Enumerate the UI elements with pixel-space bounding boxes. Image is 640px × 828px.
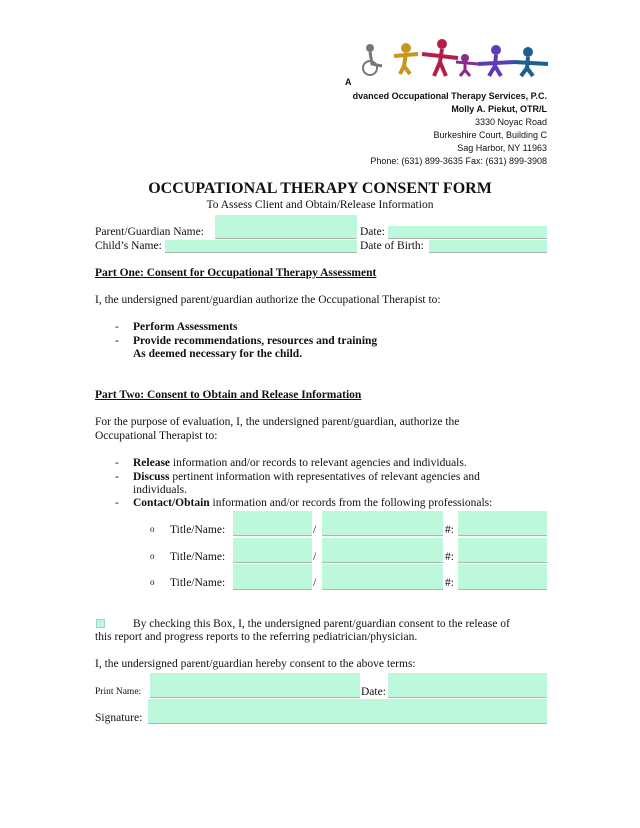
- bullet-contact-text: information and/or records from the following professionals:: [209, 497, 493, 509]
- bullet-contact: [133, 498, 492, 510]
- circle-bullet: o: [150, 577, 155, 587]
- owner-name: Molly A. Piekut, OTR/L: [451, 104, 547, 114]
- address-line-1: 3330 Noyac Road: [474, 117, 547, 127]
- logo-letter: A: [345, 77, 352, 87]
- dob-label: Date of Birth:: [360, 240, 424, 252]
- bullet-as-deemed: As deemed necessary for the child.: [133, 348, 303, 360]
- phone-fax: Phone: (631) 899-3635 Fax: (631) 899-3908: [370, 156, 547, 166]
- circle-bullet: o: [150, 551, 155, 561]
- professional-1-name-field[interactable]: [322, 511, 443, 536]
- signature-date-field[interactable]: [388, 673, 547, 698]
- title-name-label: Title/Name:: [170, 551, 226, 563]
- professional-3-name-field[interactable]: [322, 564, 443, 590]
- child-name-label: Child’s Name:: [95, 240, 162, 252]
- part-two-intro-2: Occupational Therapist to:: [95, 430, 218, 442]
- professional-3-title-field[interactable]: [233, 564, 312, 590]
- dash: -: [115, 321, 119, 333]
- separator: /: [313, 524, 317, 536]
- separator: /: [313, 551, 317, 563]
- bullet-perform-assessments: Perform Assessments: [133, 321, 238, 333]
- consent-release-checkbox[interactable]: [96, 619, 105, 628]
- family-logo-icon: [358, 38, 553, 78]
- title-name-label: Title/Name:: [170, 577, 226, 589]
- bullet-provide-recommendations: Provide recommendations, resources and training: [133, 335, 378, 347]
- date-field[interactable]: [388, 226, 547, 239]
- form-subtitle: To Assess Client and Obtain/Release Information: [206, 199, 434, 211]
- company-name: dvanced Occupational Therapy Services, P.C.: [352, 91, 547, 101]
- checkbox-text-2: this report and progress reports to the referring pediatrician/physician.: [95, 631, 418, 643]
- part-two-intro-1: For the purpose of evaluation, I, the undersigned parent/guardian, authorize the: [95, 416, 460, 428]
- bullet-contact-bold: Contact/Obtain: [133, 497, 210, 509]
- professional-3-number-field[interactable]: [458, 564, 547, 590]
- form-title: OCCUPATIONAL THERAPY CONSENT FORM: [148, 180, 492, 197]
- signature-label: Signature:: [95, 712, 143, 724]
- dash: -: [115, 457, 119, 469]
- part-two-heading: Part Two: Consent to Obtain and Release Information: [95, 389, 362, 401]
- bullet-discuss-cont: individuals.: [133, 484, 187, 496]
- title-name-label: Title/Name:: [170, 524, 226, 536]
- signature-field[interactable]: [148, 699, 547, 724]
- address-line-3: Sag Harbor, NY 11963: [457, 143, 547, 153]
- parent-name-field[interactable]: [215, 215, 357, 239]
- consent-statement: I, the undersigned parent/guardian hereby consent to the above terms:: [95, 658, 416, 670]
- child-name-field[interactable]: [165, 240, 357, 253]
- checkbox-text-1: By checking this Box, I, the undersigned parent/guardian consent to the release of: [133, 618, 510, 630]
- dash: -: [115, 471, 119, 483]
- bullet-discuss-bold: Discuss: [133, 471, 170, 483]
- professional-1-title-field[interactable]: [233, 511, 312, 536]
- address-line-2: Burkeshire Court, Building C: [433, 130, 547, 140]
- dash: -: [115, 497, 119, 509]
- professional-2-title-field[interactable]: [233, 538, 312, 563]
- number-label: #:: [445, 551, 454, 563]
- bullet-discuss: [133, 472, 480, 484]
- part-one-intro: I, the undersigned parent/guardian authorize the Occupational Therapist to:: [95, 294, 441, 306]
- professional-1-number-field[interactable]: [458, 511, 547, 536]
- number-label: #:: [445, 577, 454, 589]
- signature-date-label: Date:: [361, 686, 386, 698]
- dash: -: [115, 335, 119, 347]
- separator: /: [313, 577, 317, 589]
- number-label: #:: [445, 524, 454, 536]
- date-label: Date:: [360, 226, 385, 238]
- parent-name-label: Parent/Guardian Name:: [95, 226, 204, 238]
- print-name-label: Print Name:: [95, 687, 142, 697]
- bullet-discuss-text: pertinent information with representatives of relevant agencies and: [169, 471, 480, 483]
- print-name-field[interactable]: [150, 673, 360, 698]
- professional-2-name-field[interactable]: [322, 538, 443, 563]
- professional-2-number-field[interactable]: [458, 538, 547, 563]
- dob-field[interactable]: [429, 240, 547, 253]
- circle-bullet: o: [150, 524, 155, 534]
- bullet-release-text: information and/or records to relevant agencies and individuals.: [170, 457, 467, 469]
- bullet-release-bold: Release: [133, 457, 171, 469]
- part-one-heading: Part One: Consent for Occupational Therapy Assessment: [95, 267, 377, 279]
- bullet-release: [133, 458, 467, 470]
